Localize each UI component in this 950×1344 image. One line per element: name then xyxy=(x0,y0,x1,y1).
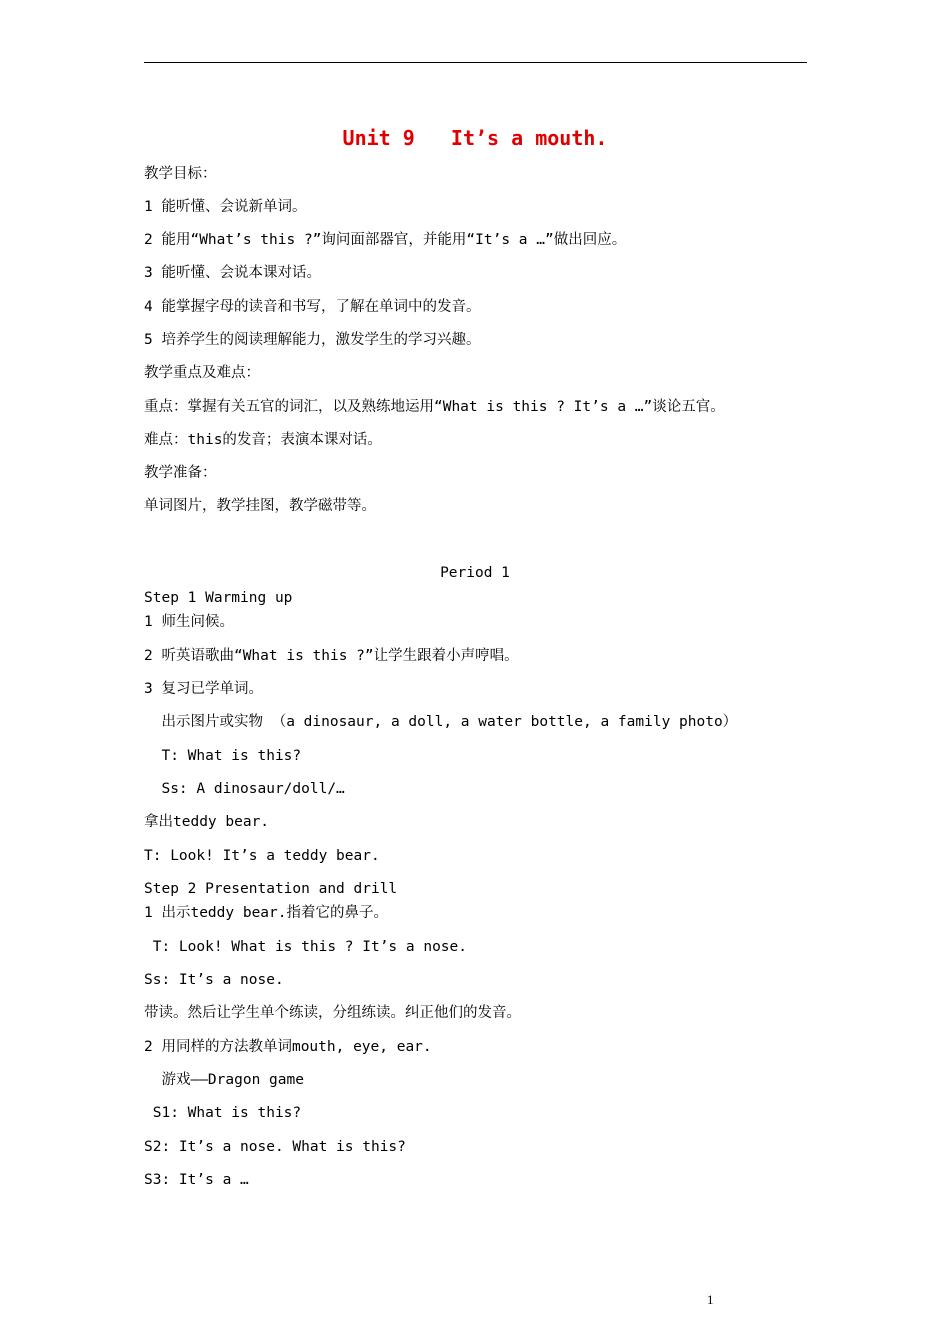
step-line: 2 听英语歌曲“What is this ?”让学生跟着小声哼唱。 xyxy=(144,648,519,664)
dialogue-line: T: What is this? xyxy=(144,748,302,764)
dialogue-line: S1: What is this? xyxy=(144,1105,302,1121)
step-line: 拿出teddy bear. xyxy=(144,814,270,830)
step-line: 出示图片或实物 （a dinosaur, a doll, a water bottle, a family photo） xyxy=(144,714,738,730)
objective-line: 3 能听懂、会说本课对话。 xyxy=(144,265,321,281)
step-line: 带读。然后让学生单个练读，分组练读。纠正他们的发音。 xyxy=(144,1005,521,1021)
document-title: Unit 9 It’s a mouth. xyxy=(342,126,608,150)
objectives-heading: 教学目标： xyxy=(144,166,217,182)
step-heading: Step 2 Presentation and drill xyxy=(144,881,398,897)
step-line: 1 出示teddy bear.指着它的鼻子。 xyxy=(144,905,388,921)
key-points-heading: 教学重点及难点： xyxy=(144,365,260,381)
dialogue-line: T: Look! What is this ? It’s a nose. xyxy=(144,939,468,955)
dialogue-line: S2: It’s a nose. What is this? xyxy=(144,1139,406,1155)
step-line: 1 师生问候。 xyxy=(144,614,234,630)
preparation-line: 单词图片，教学挂图，教学磁带等。 xyxy=(144,498,376,514)
header-rule xyxy=(144,62,807,63)
dialogue-line: Ss: A dinosaur/doll/… xyxy=(144,781,345,797)
step-line: 3 复习已学单词。 xyxy=(144,681,263,697)
step-heading: Step 1 Warming up xyxy=(144,590,293,606)
dialogue-line: Ss: It’s a nose. xyxy=(144,972,284,988)
dialogue-line: S3: It’s a … xyxy=(144,1172,249,1188)
key-point-line: 重点：掌握有关五官的词汇，以及熟练地运用“What is this ? It’s a …”谈论五官。 xyxy=(144,399,725,415)
dialogue-line: T: Look! It’s a teddy bear. xyxy=(144,848,380,864)
page-number: 1 xyxy=(707,1292,714,1307)
game-line: 游戏——Dragon game xyxy=(144,1072,304,1088)
objective-line: 4 能掌握字母的读音和书写，了解在单词中的发音。 xyxy=(144,299,481,315)
preparation-heading: 教学准备： xyxy=(144,465,217,481)
period-heading: Period 1 xyxy=(440,565,510,581)
difficulty-line: 难点：this的发音；表演本课对话。 xyxy=(144,432,382,448)
step-line: 2 用同样的方法教单词mouth, eye, ear. xyxy=(144,1039,432,1055)
objective-line: 2 能用“What’s this ?”询问面部器官，并能用“It’s a …”做出回应。 xyxy=(144,232,627,248)
objective-line: 5 培养学生的阅读理解能力，激发学生的学习兴趣。 xyxy=(144,332,481,348)
objective-line: 1 能听懂、会说新单词。 xyxy=(144,199,307,215)
